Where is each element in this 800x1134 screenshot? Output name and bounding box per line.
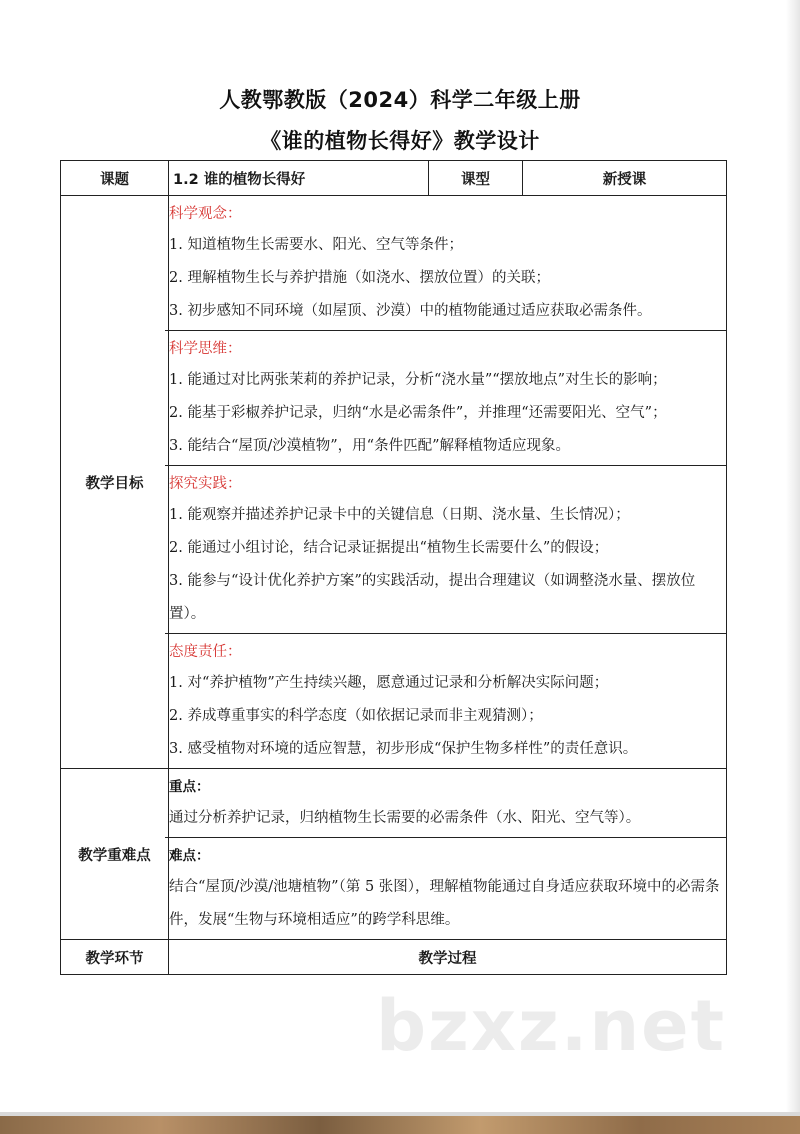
list-item: 1. 对“养护植物”产生持续兴趣，愿意通过记录和分析解决实际问题； [169,675,609,691]
course-label-cell [61,161,169,196]
keypoints-content-cell [169,769,727,940]
objectives-label: 教学目标 [85,475,144,492]
table-row-keypoints [61,769,727,940]
objectives-label-cell [61,196,169,769]
document-title: 人教鄂教版（2024）科学二年级上册 [219,88,581,112]
objective-thinking-title: 科学思维： [169,341,242,357]
list-item: 3. 能结合“屋顶/沙漠植物”，用“条件匹配”解释植物适应现象。 [169,438,570,454]
objective-attitude-block [165,633,726,768]
table-row-objectives [61,196,727,769]
course-label: 课题 [100,171,129,188]
objective-practice-block [165,465,726,633]
objective-thinking-block [165,330,726,465]
bottom-photo-strip [0,1116,800,1134]
list-item: 2. 能通过小组讨论，结合记录证据提出“植物生长需要什么”的假设； [169,540,609,556]
keypoints-label: 教学重难点 [78,847,151,864]
objectives-content-cell [169,196,727,769]
process-value-cell [169,940,727,975]
process-label: 教学环节 [85,950,144,967]
table-row-course [61,161,727,196]
objective-concept-block [169,196,726,330]
objective-concept-title: 科学观念： [169,206,242,222]
list-item: 1. 能观察并描述养护记录卡中的关键信息（日期、浇水量、生长情况）； [169,507,630,523]
table-row-process [61,940,727,975]
difficult-point-title: 难点： [169,848,210,864]
type-label-cell [429,161,523,196]
list-item: 2. 养成尊重事实的科学态度（如依据记录而非主观猜测）； [169,708,543,724]
process-label-cell [61,940,169,975]
keypoints-label-cell [61,769,169,940]
list-item: 1. 能通过对比两张茉莉的养护记录，分析“浇水量”“摆放地点”对生长的影响； [169,372,667,388]
objective-attitude-title: 态度责任： [169,644,242,660]
list-item: 3. 初步感知不同环境（如屋顶、沙漠）中的植物能通过适应获取必需条件。 [169,303,652,319]
key-point-text: 通过分析养护记录，归纳植物生长需要的必需条件（水、阳光、空气等）。 [169,810,641,826]
list-item: 3. 能参与“设计优化养护方案”的实践活动，提出合理建议（如调整浇水量、摆放位置）。 [169,573,696,622]
watermark-text: bzxz.net [376,985,727,1067]
type-value: 新授课 [602,171,647,188]
page-edge-shadow [786,0,800,1116]
list-item: 2. 能基于彩椒养护记录，归纳“水是必需条件”，并推理“还需要阳光、空气”； [169,405,667,421]
list-item: 3. 感受植物对环境的适应智慧，初步形成“保护生物多样性”的责任意识。 [169,741,638,757]
type-label: 课型 [461,171,490,188]
process-value: 教学过程 [418,950,477,967]
course-value-cell [169,161,429,196]
type-value-cell [523,161,727,196]
document-subtitle: 《谁的植物长得好》教学设计 [260,129,540,153]
lesson-plan-table [60,160,727,975]
course-value: 1.2 谁的植物长得好 [173,171,306,188]
key-point-title: 重点： [169,779,210,795]
difficult-point-block [165,837,726,939]
difficult-point-text: 结合“屋顶/沙漠/池塘植物”（第 5 张图），理解植物能通过自身适应获取环境中的必需条件，发展“生物与环境相适应”的跨学科思维。 [169,879,720,928]
key-point-block [169,769,726,837]
list-item: 2. 理解植物生长与养护措施（如浇水、摆放位置）的关联； [169,270,550,286]
list-item: 1. 知道植物生长需要水、阳光、空气等条件； [169,237,463,253]
objective-practice-title: 探究实践： [169,476,242,492]
